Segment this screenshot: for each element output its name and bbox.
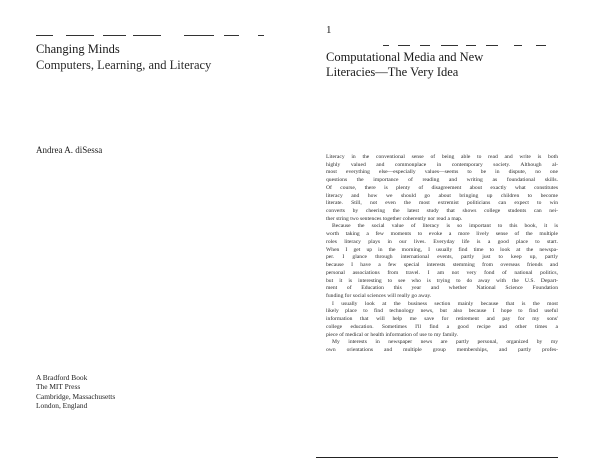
body-line: per. I glance through international events, partly just to keep up, partly [326,254,558,261]
chapter-title-line: Computational Media and New [326,50,484,64]
body-line: questions the importance of reading and writing as foundational skills. [326,177,558,184]
chapter-rule-segment [420,45,430,46]
book-title: Changing Minds [36,42,120,56]
body-line: personal associations from travel. I am not very fond of national politics, [326,269,558,276]
publisher-line: The MIT Press [36,382,81,392]
chapter-rule-segment [514,45,522,46]
body-line: funding for social sciences will really go away. [326,292,432,299]
body-line: information that will help me save for retirement and pay for my sons' [326,316,558,323]
chapter-rule-segment [398,45,410,46]
body-line: converts by cheering the latest study that shows college students can nei- [326,208,558,215]
body-line: likely place to find technology news, but also because I hope to find useful [326,308,558,315]
body-line: highly valued and commonplace in contemporary society. Although al- [326,161,558,168]
chapter-rule-segment [441,45,458,46]
book-subtitle: Computers, Learning, and Literacy [36,58,212,72]
body-text [326,154,558,355]
body-line: ther string two sentences together coherently nor read a map. [326,215,463,222]
publisher-line: Cambridge, Massachusetts [36,391,116,401]
chapter-rule-segment [466,45,476,46]
publisher-line: A Bradford Book [36,373,88,382]
body-line: because I have a few special interests stemming from overseas friends and [326,262,558,269]
body-line: college education. Sometimes I'll find a good recipe and other times a [326,323,558,330]
body-line: Because the social value of literacy is so important to this book, it is [332,223,558,230]
body-line: literate. Still, not even the most extremist politicians can expect to win [326,200,558,207]
chapter-title-line: Literacies—The Very Idea [326,65,459,79]
chapter-number: 1 [326,24,332,36]
header-rule-segment [133,35,161,36]
body-line: ment of Education this year and whether National Science Foundation [326,285,558,292]
body-line: roles literacy plays in our lives. Everyday life is a good place to start. [326,238,558,245]
publisher-line: London, England [36,401,88,411]
body-line: most everything else—especially values—seems to be in dispute, no one [326,169,558,176]
body-line: When I get up in the morning, I usually find time to look at the newspa- [326,246,558,253]
body-line: own orientations and multiple group memberships, and partly profes- [326,346,558,353]
header-rule-segment [224,35,239,36]
body-line: piece of medical or health information of use to my family. [326,331,459,338]
body-line: but it is interesting to see who is trying to do away with the U.S. Depart- [326,277,558,284]
author-name: Andrea A. diSessa [36,145,103,155]
body-line: Of course, there is plenty of disagreement about exactly what constitutes [326,184,558,191]
body-line: My interests in newspaper news are partly personal, organized by my [332,339,558,346]
publisher-block [36,373,115,411]
chapter-rule-segment [383,45,389,46]
header-rule-segment [258,35,264,36]
body-line: I usually look at the business section mainly because that is the most [332,300,558,307]
body-line: Literacy in the conventional sense of being able to read and write is both [326,154,558,160]
body-line: worth taking a few moments to evoke a more lively sense of the multiple [326,231,558,238]
footer-rule [316,457,558,458]
header-rule-segment [184,35,214,36]
header-rule-segment [36,35,53,36]
chapter-rule-segment [486,45,498,46]
chapter-rule-segment [536,45,546,46]
header-rule-segment [103,35,126,36]
header-rule-segment [66,35,94,36]
chapter-title [326,50,483,80]
body-line: literacy and how we should go about bringing up children to become [326,192,558,199]
